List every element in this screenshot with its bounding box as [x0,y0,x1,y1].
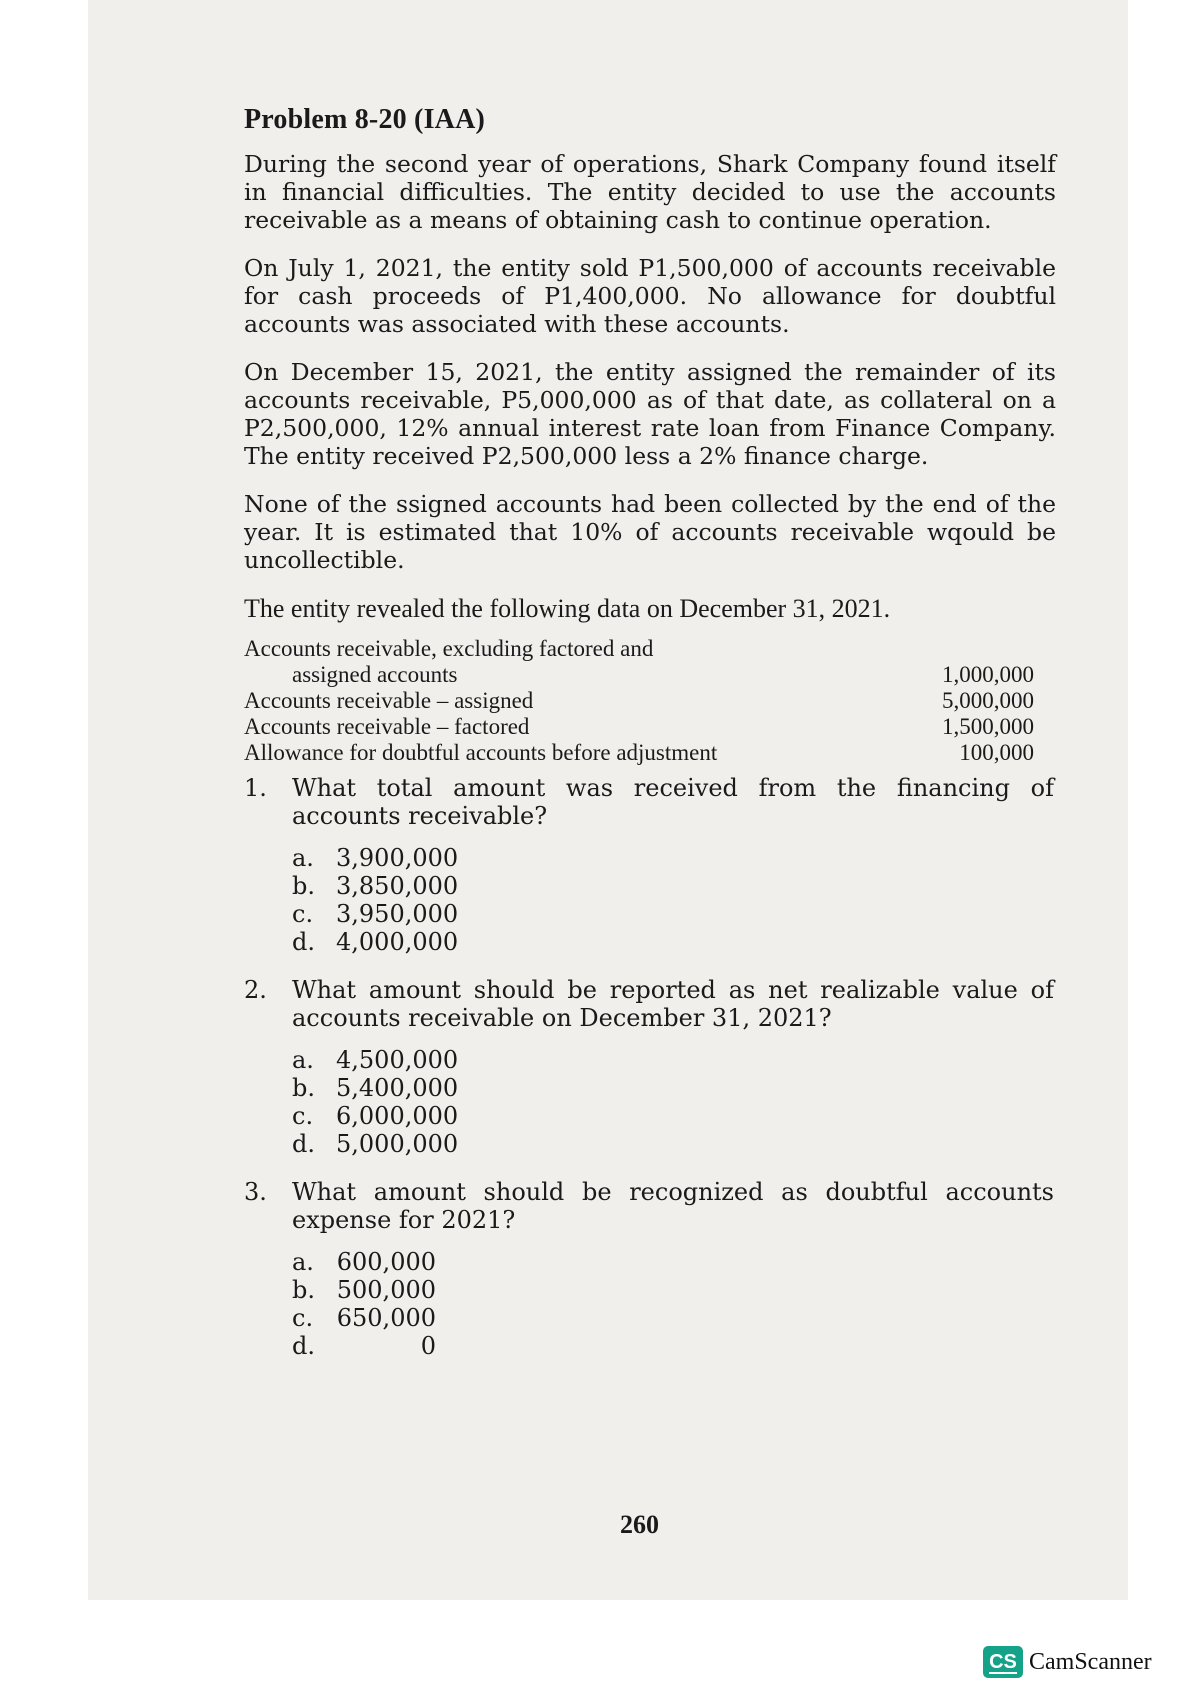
row-amount: 5,000,000 [942,688,1034,713]
choice-letter: c. [292,1102,314,1130]
paragraph-intro: During the second year of operations, Shark Company found itself in financial difficulties. The entity decided to use the accounts receivable as a means of obtaining cash to continue operation. [244,150,1056,234]
table-row [244,636,1034,662]
paragraph-factoring: On July 1, 2021, the entity sold P1,500,000 of accounts receivable for cash proceeds of P1,400,000. No allowance for doubtful accounts was associated with these accounts. [244,254,1056,338]
question-text: What total amount was received from the financing of accounts receivable? [292,774,1054,830]
choice-letter: b. [292,872,315,900]
data-intro: The entity revealed the following data on December 31, 2021. [244,594,891,623]
camscanner-logo-icon: CS [983,1646,1023,1678]
row-label: assigned accounts [292,662,458,687]
row-label: Accounts receivable, excluding factored and [244,636,654,661]
question-number: 2. [244,976,267,1004]
choice-list [292,1248,1056,1360]
choice-value: 4,000,000 [336,928,459,956]
choice-c [292,1304,1056,1332]
choice-a [292,1248,1056,1276]
choice-d [292,1332,1056,1360]
camscanner-text: CamScanner [1029,1648,1152,1675]
choice-value: 3,950,000 [336,900,459,928]
choice-letter: d. [292,1332,315,1360]
question-1 [244,774,1056,956]
choice-letter: d. [292,1130,315,1158]
choice-a [292,844,1056,872]
paragraph-assignment: On December 15, 2021, the entity assigned the remainder of its accounts receivable, P5,000,000 as of that date, as collateral on a P2,500,000, 12% annual interest rate loan from Finance Company. The entity received P2,500,000 less a 2% finance charge. [244,358,1056,470]
question-number: 1. [244,774,267,802]
choice-b [292,872,1056,900]
choice-value: 6,000,000 [336,1102,459,1130]
choice-letter: b. [292,1074,315,1102]
choice-letter: c. [292,900,314,928]
row-amount: 100,000 [959,740,1034,765]
row-amount: 1,000,000 [942,662,1034,687]
page-content [244,104,1056,1380]
question-2 [244,976,1056,1158]
choice-d [292,928,1056,956]
choice-c [292,1102,1056,1130]
table-row [244,688,1034,714]
row-amount: 1,500,000 [942,714,1034,739]
choice-value: 650,000 [336,1304,436,1332]
table-row [244,662,1034,688]
problem-title: Problem 8-20 (IAA) [244,104,486,135]
choice-value: 3,850,000 [336,872,459,900]
table-row [244,714,1034,740]
choice-b [292,1276,1056,1304]
question-3 [244,1178,1056,1360]
row-label: Accounts receivable – factored [244,714,530,739]
paragraph-uncollectible: None of the ssigned accounts had been collected by the end of the year. It is estimated that 10% of accounts receivable wqould be uncollectible. [244,490,1056,574]
choice-letter: c. [292,1304,314,1332]
choice-value: 500,000 [336,1276,436,1304]
question-text: What amount should be reported as net realizable value of accounts receivable on December 31, 2021? [292,976,1054,1032]
row-label: Accounts receivable – assigned [244,688,534,713]
choice-value: 4,500,000 [336,1046,459,1074]
choice-d [292,1130,1056,1158]
choice-a [292,1046,1056,1074]
row-label: Allowance for doubtful accounts before adjustment [244,740,718,765]
choice-list [292,1046,1056,1158]
choice-list [292,844,1056,956]
choice-value: 600,000 [336,1248,436,1276]
page-number: 260 [620,1510,659,1539]
data-table [244,636,1034,766]
choice-c [292,900,1056,928]
choice-value: 5,000,000 [336,1130,459,1158]
choice-letter: a. [292,1046,314,1074]
choice-letter: a. [292,844,314,872]
choice-letter: b. [292,1276,315,1304]
camscanner-watermark [983,1646,1152,1678]
choice-letter: d. [292,928,315,956]
choice-b [292,1074,1056,1102]
choice-letter: a. [292,1248,314,1276]
choice-value: 5,400,000 [336,1074,459,1102]
table-row [244,740,1034,766]
question-text: What amount should be recognized as doubtful accounts expense for 2021? [292,1178,1054,1234]
choice-value: 0 [420,1332,436,1360]
choice-value: 3,900,000 [336,844,459,872]
question-number: 3. [244,1178,267,1206]
